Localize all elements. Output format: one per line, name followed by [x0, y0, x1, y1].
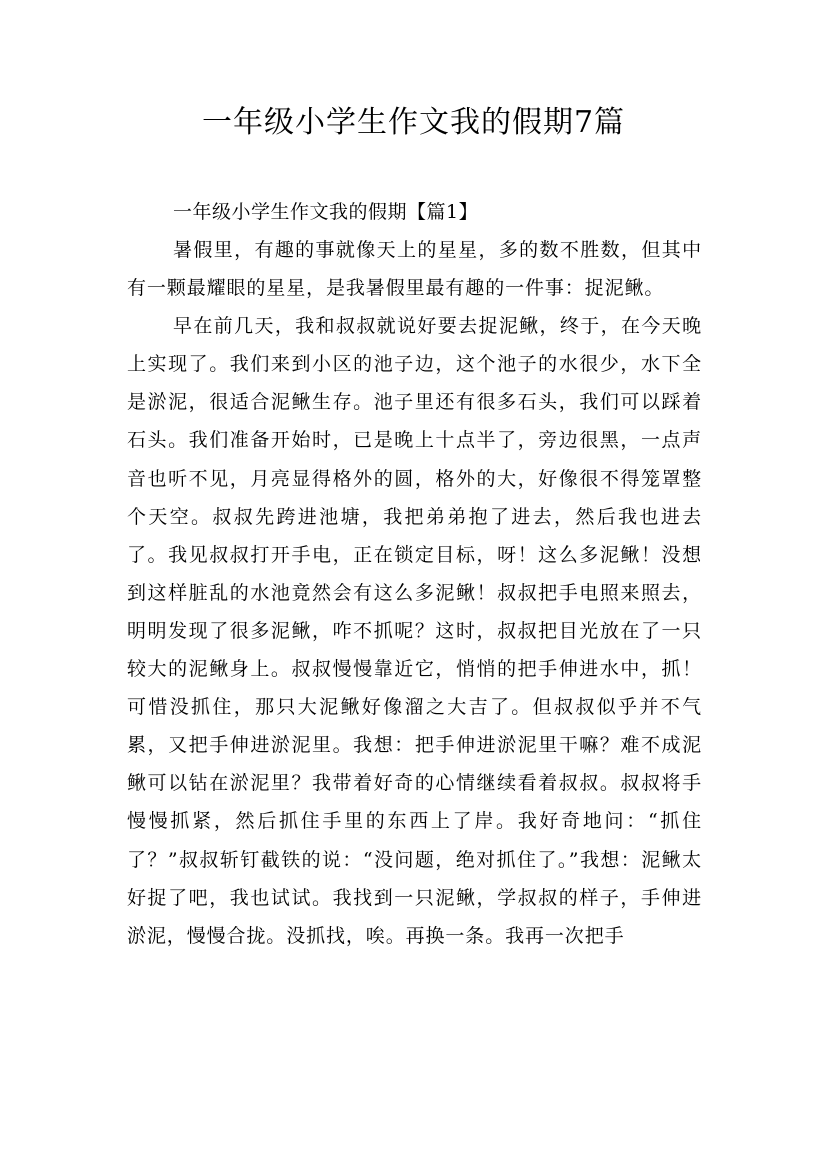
paragraph-1: 暑假里，有趣的事就像天上的星星，多的数不胜数，但其中有一颗最耀眼的星星，是我暑假里最有趣的一件事：捉泥鳅。 [127, 239, 702, 300]
document-body [127, 193, 702, 955]
paragraph-2: 早在前几天，我和叔叔就说好要去捉泥鳅，终于，在今天晚上实现了。我们来到小区的池子边，这个池子的水很少，水下全是淤泥，很适合泥鳅生存。池子里还有很多石头，我们可以踩着石头。我们准备开始时，已是晚上十点半了，旁边很黑，一点声音也听不见，月亮显得格外的圆，格外的大，好像很不得笼罩整个天空。叔叔先跨进池塘，我把弟弟抱了进去，然后我也进去了。我见叔叔打开手电，正在锁定目标，呀！这么多泥鳅！没想到这样脏乱的水池竟然会有这么多泥鳅！叔叔把手电照来照去，明明发现了很多泥鳅，咋不抓呢？这时，叔叔把目光放在了一只较大的泥鳅身上。叔叔慢慢靠近它，悄悄的把手伸进水中，抓！可惜没抓住，那只大泥鳅好像溜之大吉了。但叔叔似乎并不气累，又把手伸进淤泥里。我想：把手伸进淤泥里干嘛？难不成泥鳅可以钻在淤泥里？我带着好奇的心情继续看着叔叔。叔叔将手慢慢抓紧，然后抓住手里的东西上了岸。我好奇地问：“抓住了？”叔叔斩钉截铁的说：“没问题，绝对抓住了。”我想：泥鳅太好捉了吧，我也试试。我找到一只泥鳅，学叔叔的样子，手伸进淤泥，慢慢合拢。没抓找，唉。再换一条。我再一次把手 [127, 315, 702, 947]
section-heading: 一年级小学生作文我的假期【篇1】 [173, 201, 479, 223]
document-title: 一年级小学生作文我的假期7篇 [201, 105, 626, 140]
